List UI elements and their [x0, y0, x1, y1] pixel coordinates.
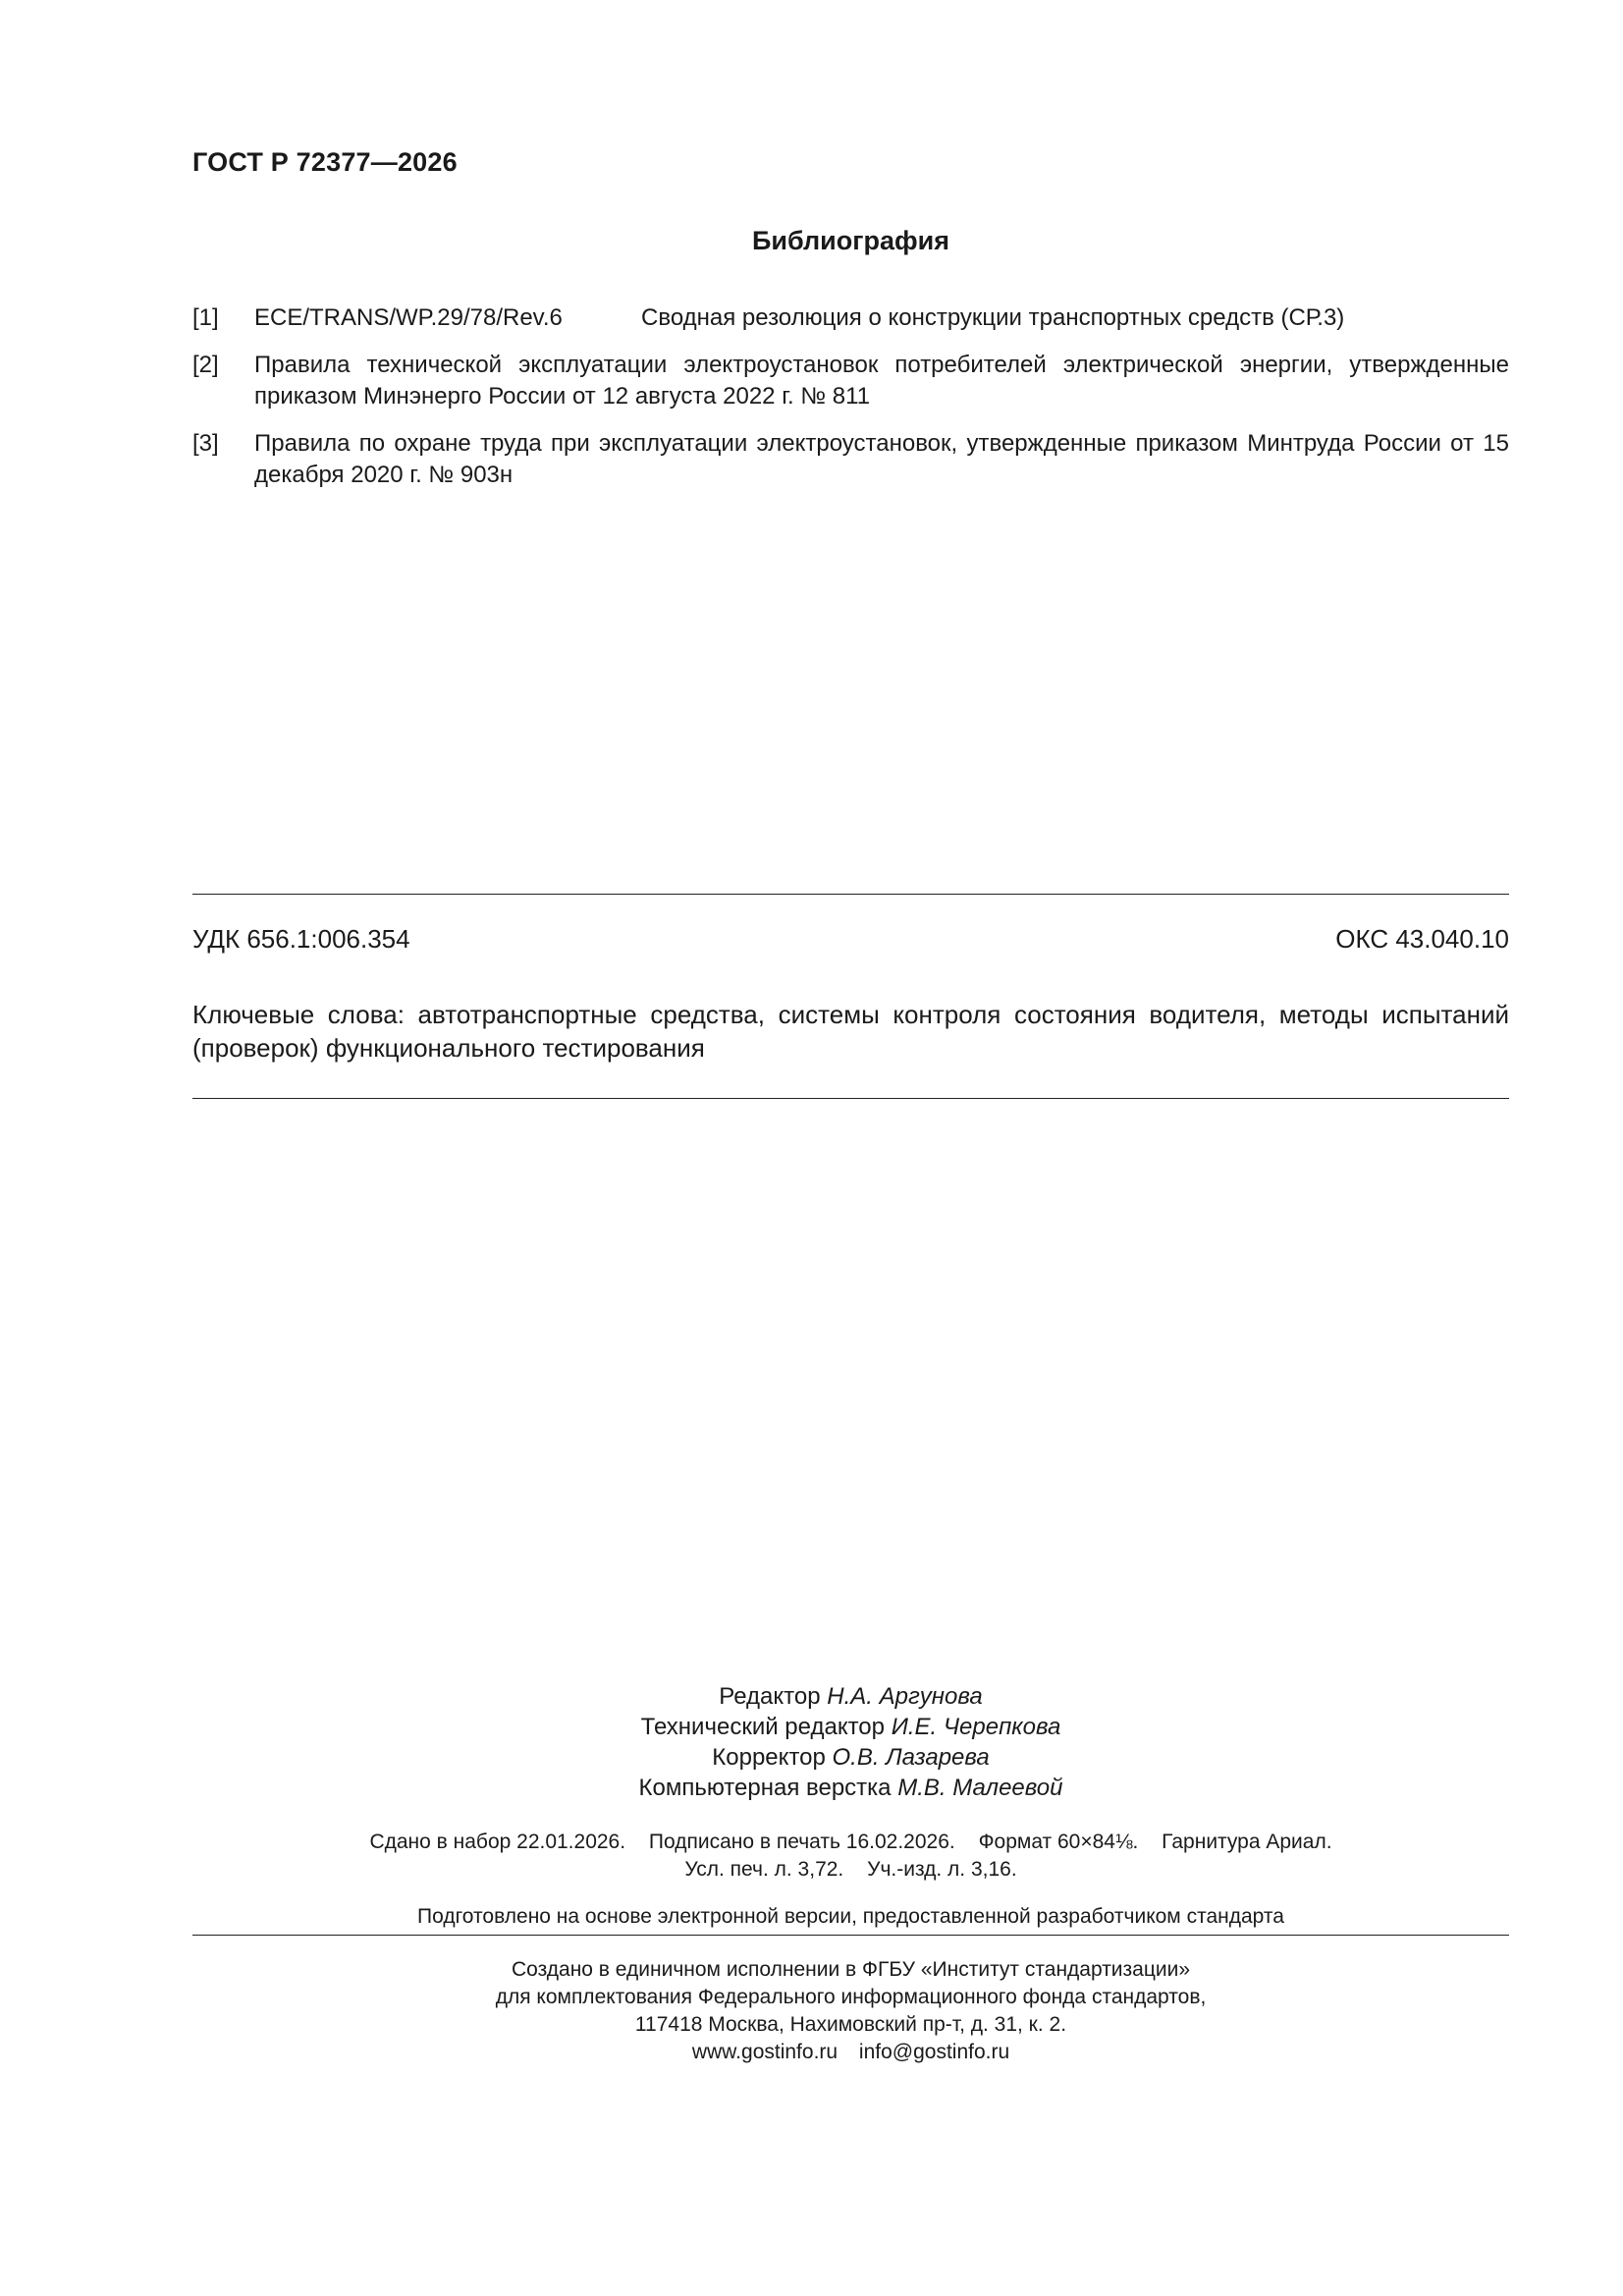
credit-name: И.Е. Черепкова — [891, 1714, 1061, 1740]
publisher-address: 117418 Москва, Нахимовский пр-т, д. 31, к. 2. — [634, 2013, 1067, 2036]
credit-name: О.В. Лазарева — [832, 1744, 990, 1771]
bibliography-item-body — [254, 302, 1509, 334]
bibliography-item-text: Правила по охране труда при эксплуатации электроустановок, утвержденные приказом Минтруда России от 15 декабря 2020 г. № 903н — [254, 430, 1509, 488]
credit-role: Компьютерная верстка — [638, 1775, 892, 1801]
printed-sheets: Усл. печ. л. 3,72. — [684, 1858, 844, 1881]
credit-role: Корректор — [712, 1744, 826, 1771]
publisher-contacts — [192, 2039, 1509, 2066]
prepared-note: Подготовлено на основе электронной версии, предоставленной разработчиком стандарта — [417, 1905, 1284, 1928]
udk-code: УДК 656.1:006.354 — [192, 924, 410, 954]
divider-top — [192, 894, 1509, 895]
divider-keywords — [192, 1098, 1509, 1099]
bibliography-item-number: [2] — [192, 352, 219, 378]
divider-bottom — [192, 1935, 1509, 1936]
bibliography-title: Библиография — [752, 226, 949, 255]
typeface: Гарнитура Ариал. — [1162, 1831, 1332, 1853]
credits-block — [192, 1681, 1509, 1803]
credit-line — [192, 1681, 1509, 1712]
bibliography-item-text: Правила технической эксплуатации электроустановок потребителей электрической энергии, утвержденные приказом Минэнерго России от 12 августа 2022 г. № 811 — [254, 352, 1509, 410]
bibliography-item — [192, 302, 1509, 334]
publishing-sheets: Уч.-изд. л. 3,16. — [867, 1858, 1017, 1881]
standard-id: ГОСТ Р 72377—2026 — [192, 147, 458, 177]
website-link[interactable]: www.gostinfo.ru — [691, 2041, 839, 2063]
print-signed-date: Подписано в печать 16.02.2026. — [648, 1831, 955, 1853]
bibliography-item — [192, 428, 1509, 491]
publisher-line: Создано в единичном исполнении в ФГБУ «Институт стандартизации» — [511, 1958, 1191, 1981]
bibliography-item-number: [1] — [192, 304, 219, 331]
bibliography-item-code: ECE/TRANS/WP.29/78/Rev.6 — [254, 304, 563, 331]
publisher-block — [192, 1956, 1509, 2066]
credit-line — [192, 1773, 1509, 1803]
keywords: Ключевые слова: автотранспортные средства, системы контроля состояния водителя, методы испытаний (проверок) функционального тестирования — [192, 1000, 1509, 1063]
credit-line — [192, 1742, 1509, 1773]
email-link[interactable]: info@gostinfo.ru — [858, 2041, 1010, 2063]
print-info — [192, 1829, 1509, 1884]
credit-role: Редактор — [719, 1683, 821, 1710]
bibliography-item-number: [3] — [192, 430, 219, 457]
credit-name: М.В. Малеевой — [897, 1775, 1063, 1801]
credit-role: Технический редактор — [640, 1714, 886, 1740]
credit-line — [192, 1712, 1509, 1742]
bibliography-item — [192, 350, 1509, 412]
oks-code: ОКС 43.040.10 — [1335, 924, 1509, 954]
bibliography-item-text: Сводная резолюция о конструкции транспортных средств (СР.3) — [641, 304, 1345, 331]
paper-format: Формат 60×84⅛. — [978, 1831, 1139, 1853]
publisher-line: для комплектования Федерального информационного фонда стандартов, — [495, 1986, 1207, 2008]
print-info-line-1 — [192, 1829, 1509, 1856]
credit-name: Н.А. Аргунова — [827, 1683, 983, 1710]
bibliography-list — [192, 302, 1509, 507]
print-info-line-2 — [192, 1856, 1509, 1884]
typeset-date: Сдано в набор 22.01.2026. — [369, 1831, 626, 1853]
